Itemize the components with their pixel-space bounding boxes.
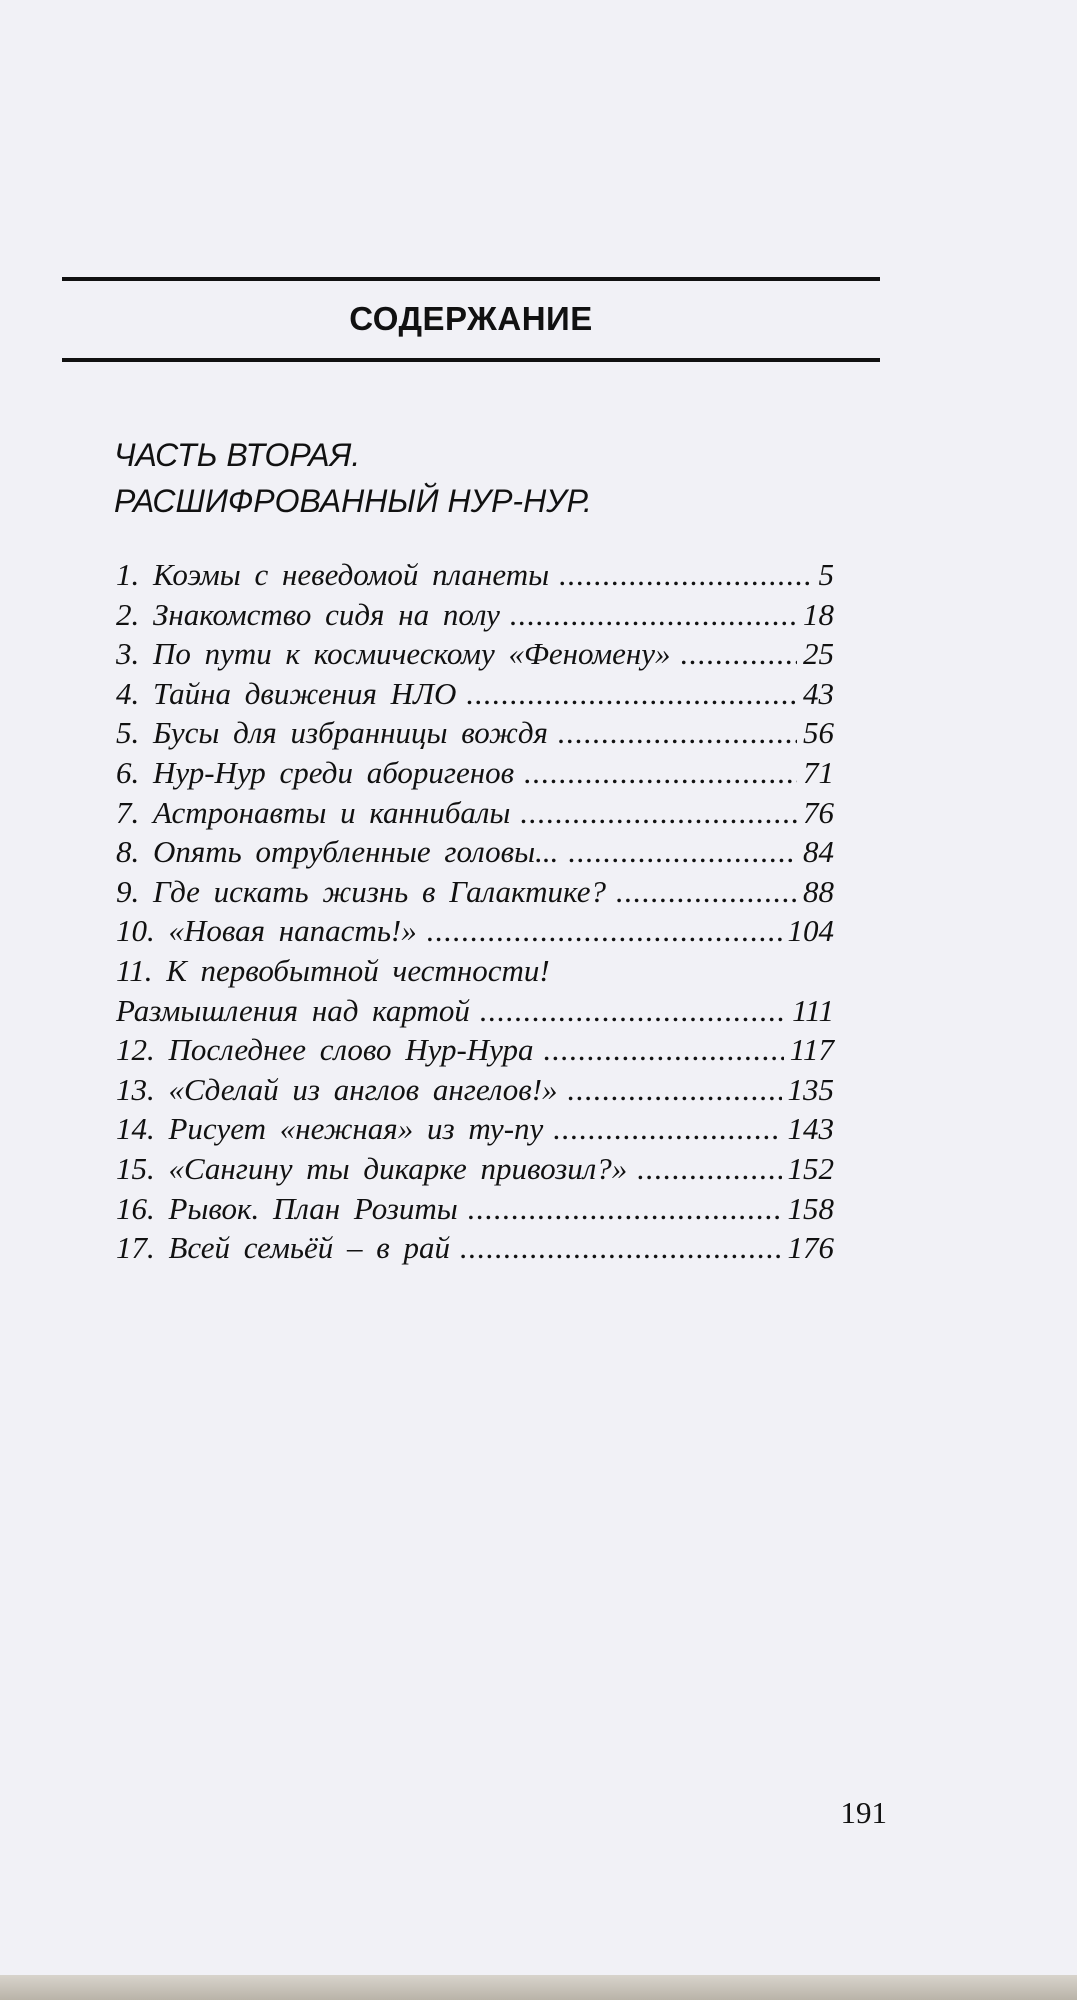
toc-entry-page: 84 bbox=[803, 834, 834, 870]
toc-entry-page: 18 bbox=[803, 596, 834, 632]
toc-entry-title: 7. Астронавты и каннибалы bbox=[116, 794, 511, 830]
dot-leader bbox=[466, 674, 797, 714]
dot-leader bbox=[568, 832, 797, 872]
toc-entry-title: 8. Опять отрубленные головы... bbox=[116, 834, 559, 870]
dot-leader bbox=[460, 1228, 782, 1268]
toc-entry bbox=[116, 1030, 834, 1070]
dot-leader bbox=[681, 634, 797, 674]
toc-entry bbox=[116, 595, 834, 635]
toc-entry-page: 76 bbox=[803, 794, 834, 830]
part-title-line-2: РАСШИФРОВАННЫЙ НУР-НУР. bbox=[114, 483, 592, 519]
toc-entry-page: 88 bbox=[803, 873, 834, 909]
toc-entry-page: 5 bbox=[818, 557, 834, 592]
page-bottom-edge bbox=[0, 1975, 1077, 2000]
toc-entry-page: 117 bbox=[789, 1032, 834, 1068]
toc-entry-page: 104 bbox=[787, 913, 834, 949]
toc-entry-page: 152 bbox=[787, 1150, 834, 1186]
toc-entry bbox=[116, 713, 834, 753]
toc-entry-page: 71 bbox=[803, 754, 834, 790]
toc-entry bbox=[116, 951, 834, 991]
toc-entry bbox=[116, 1149, 834, 1189]
dot-leader bbox=[544, 1030, 784, 1070]
toc-entry-page: 158 bbox=[787, 1190, 834, 1226]
toc-entry bbox=[116, 753, 834, 793]
toc-entry-title: 6. Нур-Нур среди аборигенов bbox=[116, 754, 515, 790]
toc-entry-title: 15. «Сангину ты дикарке привозил?» bbox=[116, 1150, 628, 1186]
toc-entry-title: 14. Рисует «нежная» из ту-пу bbox=[116, 1111, 544, 1147]
toc-entry-title: 16. Рывок. План Розиты bbox=[116, 1190, 458, 1226]
dot-leader bbox=[637, 1149, 781, 1189]
toc-entry bbox=[116, 555, 834, 595]
part-title-line-1: ЧАСТЬ ВТОРАЯ. bbox=[114, 437, 361, 473]
table-of-contents bbox=[116, 555, 834, 1268]
toc-entry-title: 1. Коэмы с неведомой планеты bbox=[116, 557, 550, 592]
toc-entry-title: 17. Всей семьёй – в рай bbox=[116, 1230, 450, 1266]
dot-leader bbox=[427, 911, 782, 951]
toc-entry bbox=[116, 1228, 834, 1268]
part-title bbox=[114, 432, 592, 524]
toc-entry bbox=[116, 991, 834, 1031]
dot-leader bbox=[520, 793, 797, 833]
toc-entry-title: 9. Где искать жизнь в Галактике? bbox=[116, 873, 606, 909]
toc-entry-title: 13. «Сделай из англов ангелов!» bbox=[116, 1071, 558, 1107]
dot-leader bbox=[558, 713, 797, 753]
toc-entry bbox=[116, 1189, 834, 1229]
dot-leader bbox=[568, 1070, 782, 1110]
toc-entry-page: 56 bbox=[803, 715, 834, 751]
toc-entry-page: 111 bbox=[792, 992, 834, 1028]
toc-entry bbox=[116, 793, 834, 833]
toc-entry-title: 10. «Новая напасть!» bbox=[116, 913, 417, 949]
top-rule bbox=[62, 277, 880, 281]
toc-entry-title: 3. По пути к космическому «Феномену» bbox=[116, 636, 671, 672]
toc-entry bbox=[116, 832, 834, 872]
bottom-rule bbox=[62, 358, 880, 362]
toc-entry-page: 176 bbox=[787, 1230, 834, 1266]
toc-entry-title: 4. Тайна движения НЛО bbox=[116, 675, 457, 711]
toc-entry bbox=[116, 872, 834, 912]
dot-leader bbox=[524, 753, 797, 793]
dot-leader bbox=[553, 1109, 781, 1149]
page-number: 191 bbox=[840, 1795, 887, 1830]
toc-entry bbox=[116, 634, 834, 674]
toc-entry-title: 11. К первобытной честности! bbox=[116, 952, 550, 988]
dot-leader bbox=[468, 1189, 782, 1229]
dot-leader bbox=[510, 595, 797, 635]
toc-entry-page: 25 bbox=[803, 636, 834, 672]
toc-entry bbox=[116, 674, 834, 714]
toc-entry-page: 135 bbox=[787, 1071, 834, 1107]
dot-leader bbox=[559, 555, 812, 595]
toc-entry-title: Размышления над картой bbox=[116, 992, 470, 1028]
toc-entry bbox=[116, 911, 834, 951]
toc-entry-page: 143 bbox=[787, 1111, 834, 1147]
toc-entry bbox=[116, 1109, 834, 1149]
toc-entry bbox=[116, 1070, 834, 1110]
toc-entry-title: 12. Последнее слово Нур-Нура bbox=[116, 1032, 534, 1068]
contents-heading: СОДЕРЖАНИЕ bbox=[349, 300, 593, 337]
toc-entry-title: 5. Бусы для избранницы вождя bbox=[116, 715, 548, 751]
toc-entry-page: 43 bbox=[803, 675, 834, 711]
dot-leader bbox=[616, 872, 797, 912]
toc-entry-title: 2. Знакомство сидя на полу bbox=[116, 596, 500, 632]
dot-leader bbox=[480, 991, 786, 1031]
